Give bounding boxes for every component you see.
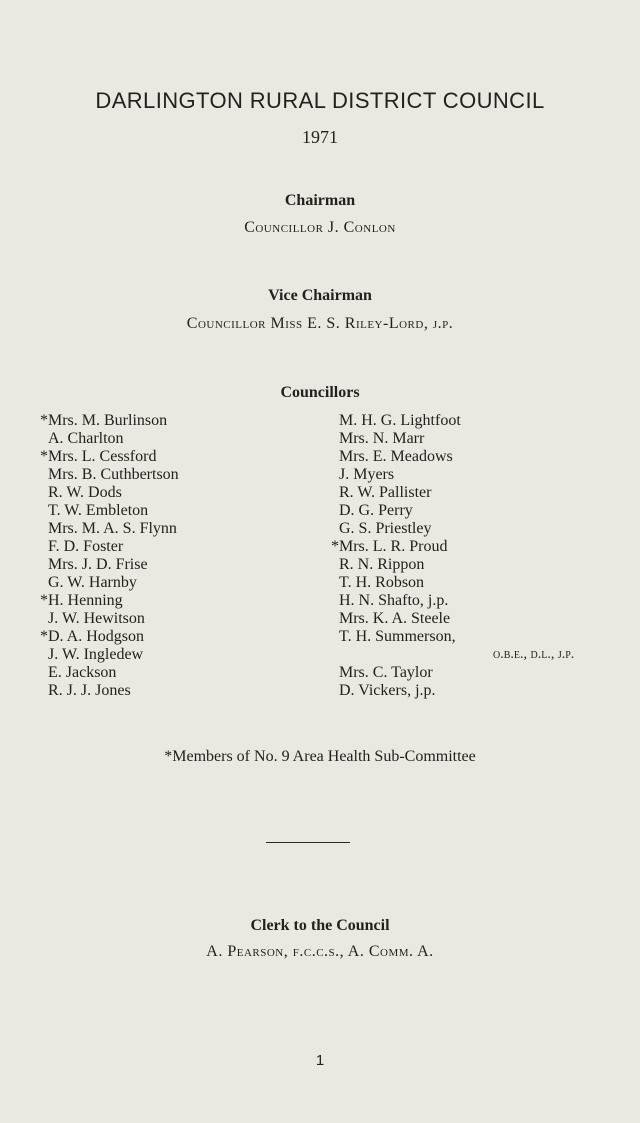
councillor-name: G. W. Harnby [48, 574, 137, 591]
councillor-name: Mrs. L. R. Proud [339, 538, 448, 555]
divider-rule [266, 842, 350, 843]
councillor-name: D. A. Hodgson [48, 628, 145, 645]
councillor-entry [48, 664, 179, 682]
councillor-name: Mrs. J. D. Frise [48, 556, 148, 573]
councillor-entry [40, 412, 179, 430]
councillor-name: M. H. G. Lightfoot [339, 412, 461, 429]
clerk-name: A. Pearson, f.c.c.s., A. Comm. A. [206, 943, 434, 960]
councillor-name: Mrs. E. Meadows [339, 448, 453, 465]
page-number: 1 [315, 1052, 325, 1069]
footnote: *Members of No. 9 Area Health Sub-Committee [164, 748, 476, 765]
vice-chairman-heading: Vice Chairman [268, 287, 372, 304]
councillor-entry [48, 682, 179, 700]
councillor-entry [339, 430, 574, 448]
councillor-name: o.b.e., d.l., j.p. [493, 647, 575, 662]
councillors-heading: Councillors [280, 384, 360, 401]
councillor-name: R. W. Dods [48, 484, 122, 501]
councillor-name: Mrs. K. A. Steele [339, 610, 451, 627]
committee-member-marker: * [331, 538, 339, 555]
councillor-entry [48, 430, 179, 448]
councillor-name: G. S. Priestley [339, 520, 432, 537]
councillor-name: A. Charlton [48, 430, 124, 447]
councillor-entry [339, 574, 574, 592]
councillor-name: Mrs. B. Cuthbertson [48, 466, 179, 483]
chairman-name: Councillor J. Conlon [244, 219, 396, 236]
councillor-entry [48, 502, 179, 520]
councillor-entry [331, 538, 574, 556]
councillor-name: Mrs. L. Cessford [48, 448, 157, 465]
councillor-name: J. W. Hewitson [48, 610, 145, 627]
council-title: DARLINGTON RURAL DISTRICT COUNCIL [95, 88, 545, 113]
councillor-name: Mrs. N. Marr [339, 430, 425, 447]
councillor-entry [339, 664, 574, 682]
committee-member-marker: * [40, 412, 48, 429]
councillor-name: T. H. Summerson, [339, 628, 456, 645]
councillors-right-column [331, 412, 575, 700]
councillor-entry [339, 484, 574, 502]
councillor-name: R. W. Pallister [339, 484, 432, 501]
councillor-name: R. J. J. Jones [48, 682, 131, 699]
councillor-name: H. N. Shafto, j.p. [339, 592, 449, 609]
councillor-name: H. Henning [48, 592, 123, 609]
councillor-name: J. Myers [339, 466, 395, 483]
councillor-entry [40, 628, 179, 646]
councillor-entry [48, 646, 179, 664]
clerk-heading: Clerk to the Council [250, 917, 390, 934]
councillor-name: T. H. Robson [339, 574, 425, 591]
councillor-entry [339, 610, 574, 628]
councillor-entry [339, 502, 574, 520]
chairman-heading: Chairman [284, 192, 356, 209]
councillor-entry [48, 484, 179, 502]
councillor-entry [339, 682, 574, 700]
councillor-entry [40, 448, 179, 466]
councillor-name: F. D. Foster [48, 538, 124, 555]
councillor-entry [48, 520, 179, 538]
councillor-entry [48, 556, 179, 574]
councillor-entry [339, 448, 574, 466]
councillor-name: D. Vickers, j.p. [339, 682, 436, 699]
councillor-entry [48, 574, 179, 592]
councillor-entry [40, 592, 179, 610]
committee-member-marker: * [40, 448, 48, 465]
councillor-name: D. G. Perry [339, 502, 413, 519]
councillor-name: T. W. Embleton [48, 502, 149, 519]
councillor-name: Mrs. C. Taylor [339, 664, 433, 681]
councillor-entry [48, 538, 179, 556]
councillors-left-column [40, 412, 179, 700]
councillor-entry [339, 466, 574, 484]
committee-member-marker: * [40, 628, 48, 645]
councillor-entry [339, 592, 574, 610]
councillor-entry [48, 466, 179, 484]
councillor-entry [339, 628, 574, 646]
committee-member-marker: * [40, 592, 48, 609]
year: 1971 [302, 127, 338, 147]
councillor-entry [339, 556, 574, 574]
councillor-name: E. Jackson [48, 664, 117, 681]
councillor-name: Mrs. M. Burlinson [48, 412, 168, 429]
councillor-name: Mrs. M. A. S. Flynn [48, 520, 177, 537]
vice-chairman-name: Councillor Miss E. S. Riley-Lord, j.p. [186, 315, 454, 332]
councillor-entry [48, 610, 179, 628]
councillor-entry [339, 412, 574, 430]
councillor-entry [339, 646, 574, 664]
councillor-name: R. N. Rippon [339, 556, 425, 573]
councillor-entry [339, 520, 574, 538]
councillor-name: J. W. Ingledew [48, 646, 144, 663]
